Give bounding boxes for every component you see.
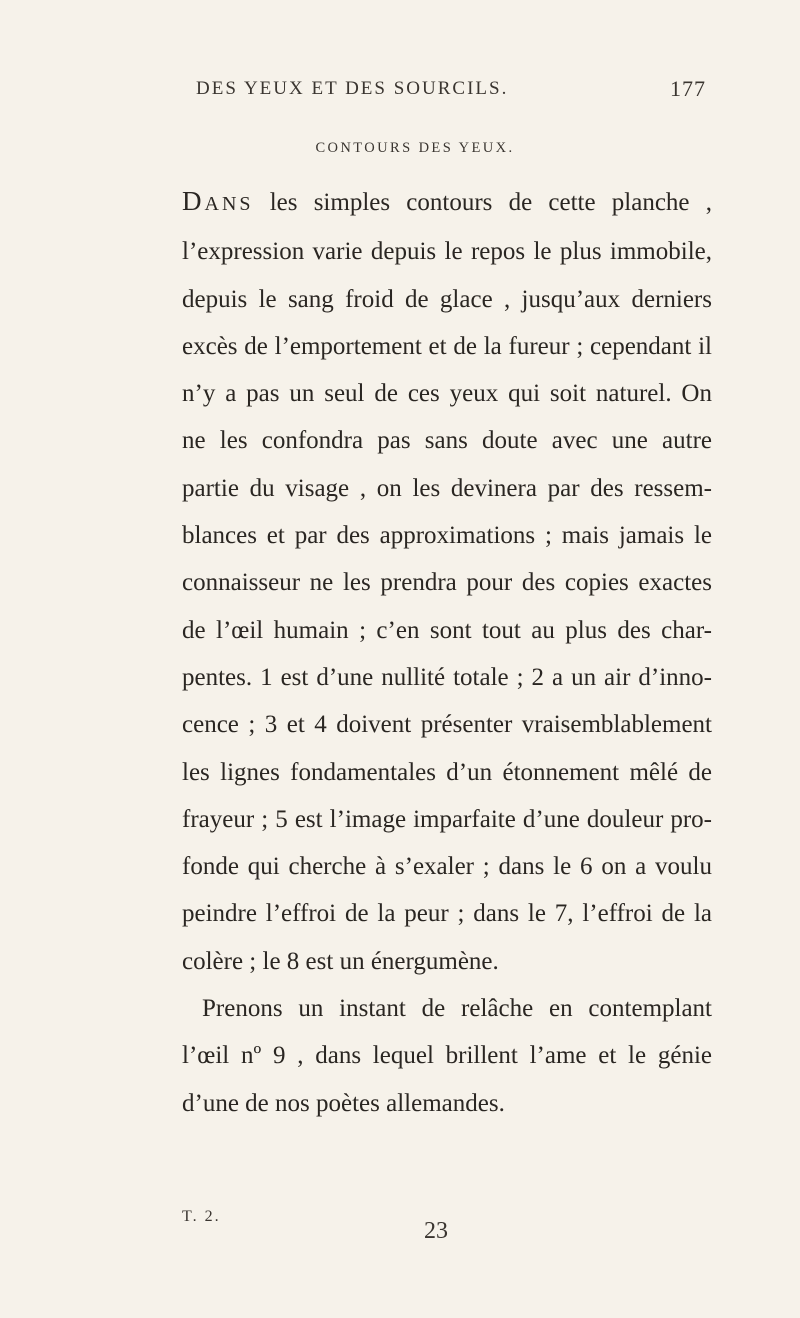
text-line-1-rest: les simples contours de cette planche , bbox=[253, 189, 712, 216]
text-line-16: peindre l’effroi de la peur ; dans le 7, l’effroi de la bbox=[182, 900, 712, 928]
body-text bbox=[182, 178, 712, 1127]
text-line-15: fonde qui cherche à s’exaler ; dans le 6 on a voulu bbox=[182, 853, 712, 881]
page-number: 177 bbox=[670, 76, 706, 101]
opening-word bbox=[182, 186, 254, 216]
text-line-9: connaisseur ne les prendra pour des copies exactes bbox=[182, 569, 712, 597]
text-line-1 bbox=[182, 178, 712, 228]
text-line-11: pentes. 1 est d’une nullité totale ; 2 a un air d’inno- bbox=[182, 663, 712, 691]
text-line-13: les lignes fondamentales d’un étonnement mêlé de bbox=[182, 758, 712, 786]
text-line-7: partie du visage , on les devinera par des ressem- bbox=[182, 474, 712, 502]
text-line-19: l’œil nº 9 , dans lequel brillent l’ame et le génie bbox=[182, 1042, 712, 1070]
text-line-10: de l’œil humain ; c’en sont tout au plus des char- bbox=[182, 616, 712, 644]
opening-capital: D bbox=[182, 186, 205, 216]
text-line-14: frayeur ; 5 est l’image imparfaite d’une douleur pro- bbox=[182, 805, 712, 833]
text-line-5: n’y a pas un seul de ces yeux qui soit naturel. On bbox=[182, 380, 712, 408]
text-line-20: d’une de nos poètes allemandes. bbox=[182, 1089, 505, 1117]
text-line-8: blances et par des approximations ; mais jamais le bbox=[182, 522, 712, 550]
section-title: CONTOURS DES YEUX. bbox=[315, 140, 515, 156]
text-line-3: depuis le sang froid de glace , jusqu’aux derniers bbox=[182, 285, 712, 313]
text-line-18: Prenons un instant de relâche en contemplant bbox=[202, 995, 712, 1023]
volume-mark: T. 2. bbox=[182, 1208, 221, 1225]
text-line-12: cence ; 3 et 4 doivent présenter vraisemblablement bbox=[182, 711, 712, 739]
opening-small-caps: ANS bbox=[204, 193, 254, 215]
text-line-4: excès de l’emportement et de la fureur ; cependant il bbox=[182, 332, 712, 360]
running-head: DES YEUX ET DES SOURCILS. bbox=[196, 78, 509, 99]
text-line-17: colère ; le 8 est un énergumène. bbox=[182, 947, 499, 975]
text-line-2: l’expression varie depuis le repos le plus immobile, bbox=[182, 238, 712, 266]
text-line-6: ne les confondra pas sans doute avec une autre bbox=[182, 427, 712, 455]
signature-mark: 23 bbox=[424, 1218, 448, 1244]
